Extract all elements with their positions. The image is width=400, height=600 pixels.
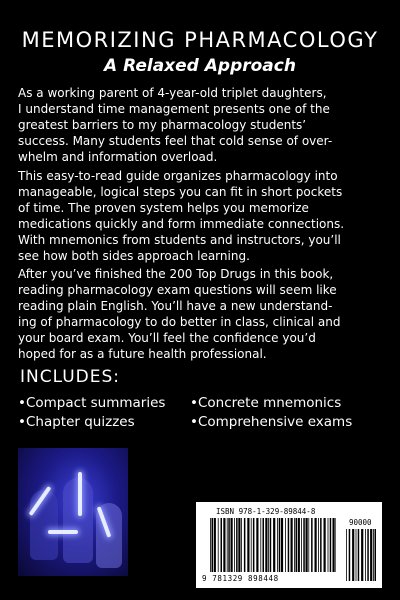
light-saber bbox=[78, 472, 82, 516]
barcode-stripe bbox=[375, 529, 377, 581]
barcode-stripe bbox=[361, 529, 363, 581]
barcode-stripe bbox=[370, 529, 372, 581]
paragraph-line: I understand time management presents one of the bbox=[18, 102, 330, 116]
barcode-stripe bbox=[306, 518, 308, 572]
barcode-stripe bbox=[296, 518, 298, 572]
barcode-stripe bbox=[285, 518, 286, 572]
barcode-stripe bbox=[236, 518, 238, 572]
barcode-stripe bbox=[241, 518, 242, 572]
barcode-stripe bbox=[356, 529, 357, 581]
barcode-stripe bbox=[247, 518, 249, 572]
paragraph-line: This easy-to-read guide organizes pharmacology into bbox=[18, 169, 338, 183]
paragraph-line: After you’ve finished the 200 Top Drugs in this book, bbox=[18, 267, 334, 281]
barcode-stripe bbox=[234, 518, 235, 572]
isbn-barcode bbox=[196, 502, 382, 588]
barcode-stripe bbox=[315, 518, 317, 572]
paragraph-line: manageable, logical steps you can fit in short pockets bbox=[18, 185, 343, 199]
barcode-stripe bbox=[291, 518, 293, 572]
barcode-stripe bbox=[227, 518, 228, 572]
paragraph-line: greatest barriers to my pharmacology students’ bbox=[18, 118, 307, 132]
paragraph-line: hoped for as a future health professional. bbox=[18, 347, 267, 361]
paragraph-line: With mnemonics from students and instructors, you’ll bbox=[18, 233, 341, 247]
paragraph-line: ing of pharmacology to do better in class, clinical and bbox=[18, 315, 341, 329]
barcode-stripe bbox=[294, 518, 295, 572]
barcode-stripe bbox=[279, 518, 281, 572]
barcode-stripe bbox=[352, 529, 354, 581]
barcode-stripe bbox=[367, 529, 369, 581]
paragraph-line: success. Many students feel that cold sense of over- bbox=[18, 134, 333, 148]
barcode-stripe bbox=[328, 518, 329, 572]
paragraph-line: As a working parent of 4-year-old triplet daughters, bbox=[18, 86, 327, 100]
barcode-stripe bbox=[346, 529, 347, 581]
author-family-photo bbox=[18, 448, 128, 576]
paragraph-line: see how both sides approach learning. bbox=[18, 249, 250, 263]
barcode-stripe bbox=[268, 518, 269, 572]
barcode-stripe bbox=[330, 518, 332, 572]
barcode-stripe bbox=[318, 518, 319, 572]
price-bars bbox=[346, 529, 376, 581]
barcode-stripe bbox=[298, 518, 300, 572]
ean-bars bbox=[210, 518, 336, 572]
barcode-stripe bbox=[244, 518, 246, 572]
barcode-stripe bbox=[214, 518, 216, 572]
price-code: 90000 bbox=[349, 518, 372, 527]
paragraph-line: reading pharmacology exam questions will seem like bbox=[18, 283, 337, 297]
barcode-stripe bbox=[333, 518, 335, 572]
includes-item-chapter-quizzes: •Chapter quizzes bbox=[18, 414, 135, 430]
barcode-stripe bbox=[221, 518, 223, 572]
description-paragraph-2 bbox=[18, 168, 383, 264]
barcode-stripe bbox=[277, 518, 278, 572]
description-paragraph-3 bbox=[18, 266, 383, 362]
barcode-stripe bbox=[311, 518, 313, 572]
barcode-stripe bbox=[320, 518, 322, 572]
barcode-stripe bbox=[324, 518, 326, 572]
barcode-stripe bbox=[260, 518, 261, 572]
barcode-stripe bbox=[238, 518, 240, 572]
paragraph-line: whelm and information overload. bbox=[18, 150, 218, 164]
barcode-stripe bbox=[373, 529, 374, 581]
barcode-stripe bbox=[288, 518, 290, 572]
barcode-stripe bbox=[210, 518, 211, 572]
child-figure bbox=[30, 490, 58, 560]
barcode-stripe bbox=[301, 518, 302, 572]
includes-item-comprehensive-exams: •Comprehensive exams bbox=[190, 414, 353, 430]
includes-item-compact-summaries: •Compact summaries bbox=[18, 395, 166, 411]
barcode-stripe bbox=[303, 518, 305, 572]
includes-item-concrete-mnemonics: •Concrete mnemonics bbox=[190, 395, 342, 411]
light-saber bbox=[48, 530, 78, 534]
barcode-stripe bbox=[231, 518, 233, 572]
barcode-stripe bbox=[349, 529, 351, 581]
ean-digits: 9 781329 898448 bbox=[202, 574, 279, 583]
barcode-stripe bbox=[308, 518, 309, 572]
barcode-stripe bbox=[335, 518, 336, 572]
barcode-stripe bbox=[212, 518, 214, 572]
paragraph-line: of time. The proven system helps you memorize bbox=[18, 201, 309, 215]
barcode-stripe bbox=[273, 518, 275, 572]
barcode-stripe bbox=[281, 518, 283, 572]
barcode-stripe bbox=[251, 518, 252, 572]
description-paragraph-1 bbox=[18, 85, 383, 165]
barcode-stripe bbox=[358, 529, 360, 581]
book-subtitle: A Relaxed Approach bbox=[104, 56, 296, 76]
barcode-stripe bbox=[263, 518, 265, 572]
barcode-stripe bbox=[365, 529, 366, 581]
isbn-number: ISBN 978-1-329-89844-8 bbox=[216, 507, 316, 516]
barcode-stripe bbox=[253, 518, 255, 572]
paragraph-line: reading plain English. You’ll have a new understand- bbox=[18, 299, 333, 313]
paragraph-line: your board exam. You’ll feel the confidence you’d bbox=[18, 331, 316, 345]
includes-heading: INCLUDES: bbox=[20, 367, 121, 387]
barcode-stripe bbox=[270, 518, 272, 572]
barcode-stripe bbox=[223, 518, 225, 572]
book-title: MEMORIZING PHARMACOLOGY bbox=[21, 28, 379, 52]
paragraph-line: medications quickly and form immediate connections. bbox=[18, 217, 345, 231]
barcode-stripe bbox=[265, 518, 267, 572]
barcode-stripe bbox=[256, 518, 258, 572]
barcode-stripe bbox=[228, 518, 230, 572]
barcode-stripe bbox=[218, 518, 219, 572]
